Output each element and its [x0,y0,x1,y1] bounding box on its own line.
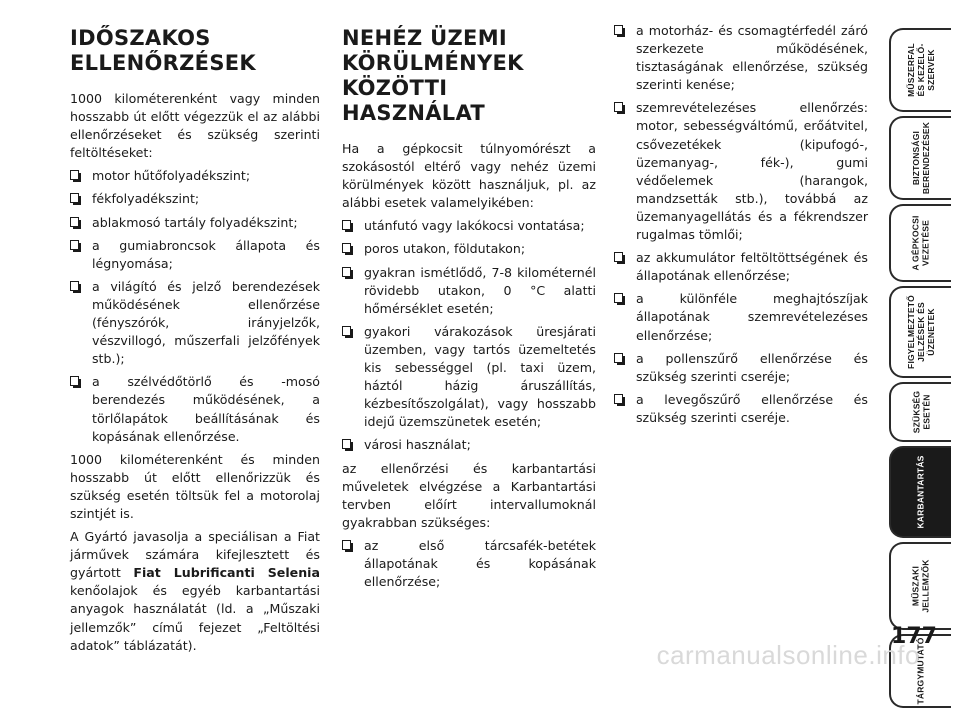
page-number: 177 [891,624,937,649]
checkbox-bullet-icon [342,439,351,449]
maintenance-frequency-paragraph: az ellenőrzési és karbantartási műveletek elvégzése a Karbantartási tervben előírt intervallumoknál gyakrabban szükséges: [342,460,596,530]
list-item [342,264,596,318]
paragraph-text: kenőolajok és egyéb karbantartási anyagok használatát (ld. a „Műszaki jellemzők” című fejezet „Feltöltési adatok” táblázatát). [70,583,320,653]
chapter-tab-label: A GÉPKOCSI VEZETÉSE [911,215,931,271]
list-item [614,350,868,386]
checkbox-bullet-icon [342,326,351,336]
checkbox-bullet-icon [342,267,351,277]
chapter-tab-label: BIZTONSÁGI BERENDEZÉSEK [911,121,931,195]
list-item-text: gyakran ismétlődő, 7-8 kilométernél rövidebb utakon, 0 °C alatti hőmérséklet esetén; [364,264,596,316]
list-item [342,217,596,235]
list-item-text: szemrevételezéses ellenőrzés: motor, sebességváltómű, erőátvitel, csővezetékek (kipufogó-, üzemanyag-, fék-), gumi védőelemek (harangok, mandzsetták stb.), továbbá az üzemanyagellátás és a fékrendszer rugalmas tömlői; [636,100,868,243]
list-item-text: fékfolyadékszint; [92,191,200,207]
checkbox-bullet-icon [342,243,351,253]
chapter-tab-label: KARBANTARTÁS [916,455,927,529]
checkbox-bullet-icon [70,240,79,250]
chapter-tab-label: SZÜKSÉG ESETÉN [911,390,931,434]
list-item [70,237,320,273]
checkbox-bullet-icon [614,252,623,262]
list-item [342,537,596,591]
chapter-tab-label: TÁRGYMUTATÓ [916,637,927,705]
intro-paragraph: Ha a gépkocsit túlnyomórészt a szokásostól eltérő vagy nehéz üzemi körülmények között használjuk, pl. az alábbi esetek valamelyikében: [342,141,596,211]
list-item-text: a gumiabroncsok állapota és légnyomása; [92,237,320,271]
chapter-tab[interactable] [889,286,951,378]
list-item-text: a világító és jelző berendezések működésének ellenőrzése (fényszórók, irányjelzők, vészvillogó, műszerfali jelzőfények stb.); [92,278,320,367]
column-maintenance-continued [614,22,868,432]
list-item-text: utánfutó vagy lakókocsi vontatása; [364,218,585,234]
chapter-tab[interactable] [889,382,951,442]
list-item [70,167,320,185]
column-periodic-checks [70,22,320,660]
checkbox-bullet-icon [614,25,623,35]
checkbox-bullet-icon [614,353,623,363]
list-item-text: az első tárcsafék-betétek állapotának és kopásának ellenőrzése; [364,537,596,590]
list-item [614,249,868,285]
checkbox-bullet-icon [70,281,79,291]
heading-line: ELLENŐRZÉSEK [70,51,256,75]
chapter-tab[interactable] [889,542,951,630]
chapter-tab[interactable] [889,28,951,112]
list-item [70,214,320,232]
list-item-text: a levegőszűrő ellenőrzése és szükség szerinti cseréje. [636,391,868,425]
list-item-text: gyakori várakozások üresjárati üzemben, vagy tartós üzemeltetés kis sebességgel (pl. taxi üzem, háztól házig áruszállítás, kézbesítőszolgálat), vagy hosszabb idejű üzemszünetek esetén; [364,323,596,430]
chapter-tab[interactable] [889,446,951,538]
checkbox-bullet-icon [614,394,623,404]
list-item [614,391,868,427]
checkbox-bullet-icon [614,102,623,112]
list-item-text: a pollenszűrő ellenőrzése és szükség szerinti cseréje; [636,350,868,384]
checkbox-bullet-icon [342,220,351,230]
section-heading-periodic-checks [70,26,320,76]
list-item-text: motor hűtőfolyadékszint; [92,168,251,184]
checkbox-bullet-icon [70,217,79,227]
intro-paragraph: 1000 kilométerenként vagy minden hosszabb út előtt végezzük el az alábbi ellenőrzéseket és szükség szerinti feltöltéseket: [70,91,320,161]
list-item [70,190,320,208]
chapter-tab[interactable] [889,116,951,200]
list-item-text: ablakmosó tartály folyadékszint; [92,214,298,230]
checkbox-bullet-icon [70,376,79,386]
list-item [342,436,596,454]
chapter-tab-label: MŰSZAKI JELLEMZŐK [911,559,931,613]
section-heading-severe-conditions [342,26,596,126]
heading-line: IDŐSZAKOS [70,26,211,50]
list-item [614,22,868,94]
list-item [614,290,868,344]
chapter-tab[interactable] [889,204,951,282]
list-item [614,99,868,244]
checkbox-bullet-icon [70,193,79,203]
manufacturer-recommendation-paragraph [70,528,320,655]
list-item [70,373,320,445]
checkbox-bullet-icon [70,170,79,180]
brand-name: Fiat Lubrificanti Selenia [133,565,320,581]
maintenance-list-continued [614,22,868,427]
paragraph-text: A Gyártó javasolja a speciálisan a Fiat járművek számára kifejlesztett és gyártott [70,529,320,581]
list-item [342,323,596,432]
maintenance-list [342,537,596,591]
list-item [70,278,320,368]
heading-line: KÖRÜLMÉNYEK [342,51,524,75]
watermark: carmanualsonline.info [656,640,920,670]
column-severe-conditions [342,22,596,596]
check-list [70,167,320,445]
chapter-tab-label: FIGYELMEZTETŐ JELZÉSEK ÉS ÜZENETEK [906,295,936,369]
heading-line: KÖZÖTTI HASZNÁLAT [342,76,486,125]
list-item [342,240,596,258]
checkbox-bullet-icon [342,540,351,550]
list-item-text: az akkumulátor feltöltöttségének és állapotának ellenőrzése; [636,250,868,284]
conditions-list [342,217,596,454]
chapter-tab-label: MŰSZERFAL ÉS KEZELŐ- SZERVEK [906,43,936,97]
list-item-text: a különféle meghajtószíjak állapotának szemrevételezéses ellenőrzése; [636,291,868,343]
checkbox-bullet-icon [614,293,623,303]
list-item-text: a motorház- és csomagtérfedél záró szerkezete működésének, tisztaságának ellenőrzése, szükség szerinti kenése; [636,23,868,93]
oil-level-paragraph: 1000 kilométerenként és minden hosszabb út előtt ellenőrizzük és szükség esetén töltsük fel a motorolaj szintjét is. [70,451,320,521]
list-item-text: poros utakon, földutakon; [364,241,526,257]
list-item-text: a szélvédőtörlő és -mosó berendezés működésének, a törlőlapátok beállításának és kopásának ellenőrzése. [92,374,320,444]
heading-line: NEHÉZ ÜZEMI [342,26,508,50]
list-item-text: városi használat; [364,437,471,453]
